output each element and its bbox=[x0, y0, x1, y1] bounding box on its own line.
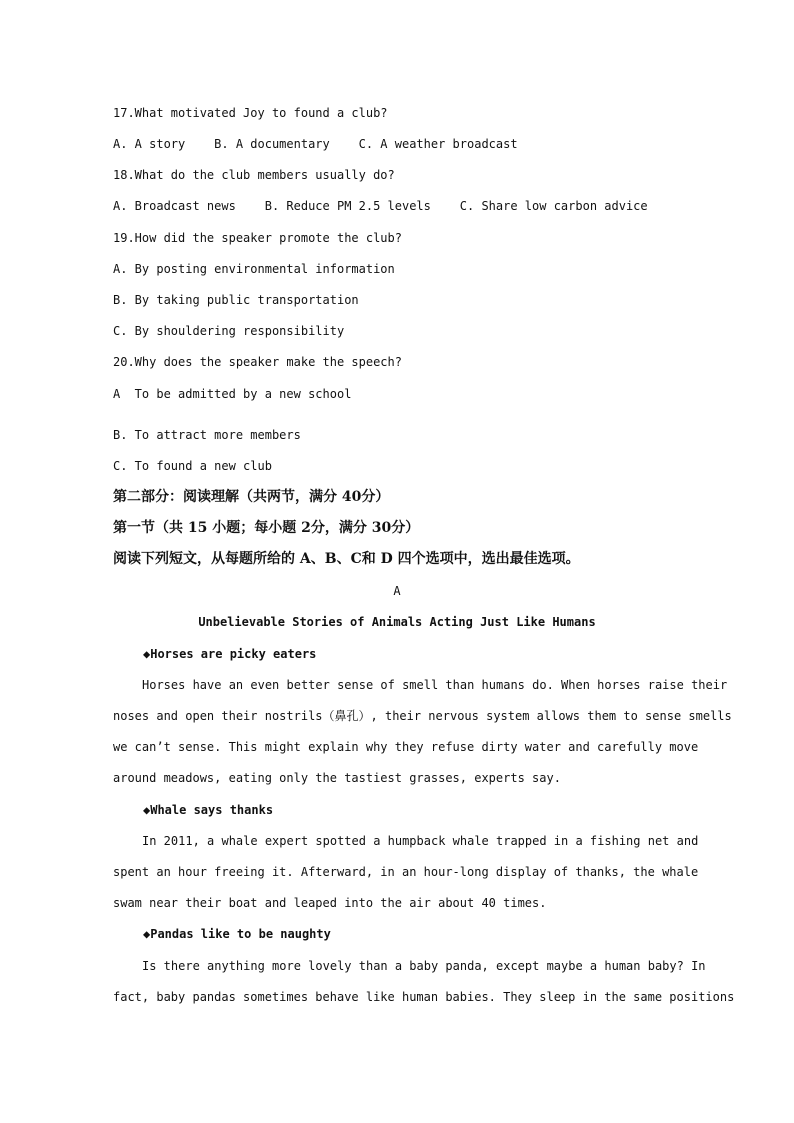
paragraph-line: around meadows, eating only the tastiest grasses, experts say. bbox=[113, 771, 561, 785]
paragraph-line: spent an hour freeing it. Afterward, in an hour-long display of thanks, the whale bbox=[113, 865, 699, 879]
paragraph-line: fact, baby pandas sometimes behave like human babies. They sleep in the same positions bbox=[113, 990, 735, 1004]
subsection-title: 第一节（共 15 小题；每小题 2分，满分 30分） bbox=[113, 520, 420, 536]
question-20-option-c: C. To found a new club bbox=[113, 459, 272, 473]
question-17-options: A. A story B. A documentary C. A weather broadcast bbox=[113, 137, 518, 151]
section-heading-pandas: ◆Pandas like to be naughty bbox=[143, 927, 331, 941]
instruction: 阅读下列短文，从每题所给的 A、B、C和 D 四个选项中，选出最佳选项。 bbox=[113, 551, 580, 567]
part-title: 第二部分：阅读理解（共两节，满分 40分） bbox=[113, 489, 390, 505]
question-19-option-b: B. By taking public transportation bbox=[113, 293, 359, 307]
section-heading-whale: ◆Whale says thanks bbox=[143, 803, 274, 817]
section-heading-horses: ◆Horses are picky eaters bbox=[143, 647, 317, 661]
question-18-options: A. Broadcast news B. Reduce PM 2.5 levels C. Share low carbon advice bbox=[113, 199, 648, 213]
paragraph-line: Horses have an even better sense of smell than humans do. When horses raise their bbox=[142, 678, 728, 692]
question-20-option-b: B. To attract more members bbox=[113, 428, 301, 442]
paragraph-line: noses and open their nostrils（鼻孔）, their nervous system allows them to sense smells bbox=[113, 709, 732, 723]
question-20-option-a: A To be admitted by a new school bbox=[113, 387, 352, 401]
question-19-option-a: A. By posting environmental information bbox=[113, 262, 395, 276]
passage-label: A bbox=[393, 584, 401, 598]
paragraph-line: Is there anything more lovely than a baby panda, except maybe a human baby? In bbox=[142, 959, 706, 973]
question-19-stem: 19.How did the speaker promote the club? bbox=[113, 231, 402, 245]
question-18-stem: 18.What do the club members usually do? bbox=[113, 168, 395, 182]
question-17-stem: 17.What motivated Joy to found a club? bbox=[113, 106, 388, 120]
question-20-stem: 20.Why does the speaker make the speech? bbox=[113, 355, 402, 369]
paragraph-line: swam near their boat and leaped into the air about 40 times. bbox=[113, 896, 547, 910]
paragraph-line: we can’t sense. This might explain why they refuse dirty water and carefully move bbox=[113, 740, 699, 754]
passage-title: Unbelievable Stories of Animals Acting Just Like Humans bbox=[198, 615, 596, 629]
paragraph-line: In 2011, a whale expert spotted a humpback whale trapped in a fishing net and bbox=[142, 834, 699, 848]
question-19-option-c: C. By shouldering responsibility bbox=[113, 324, 345, 338]
